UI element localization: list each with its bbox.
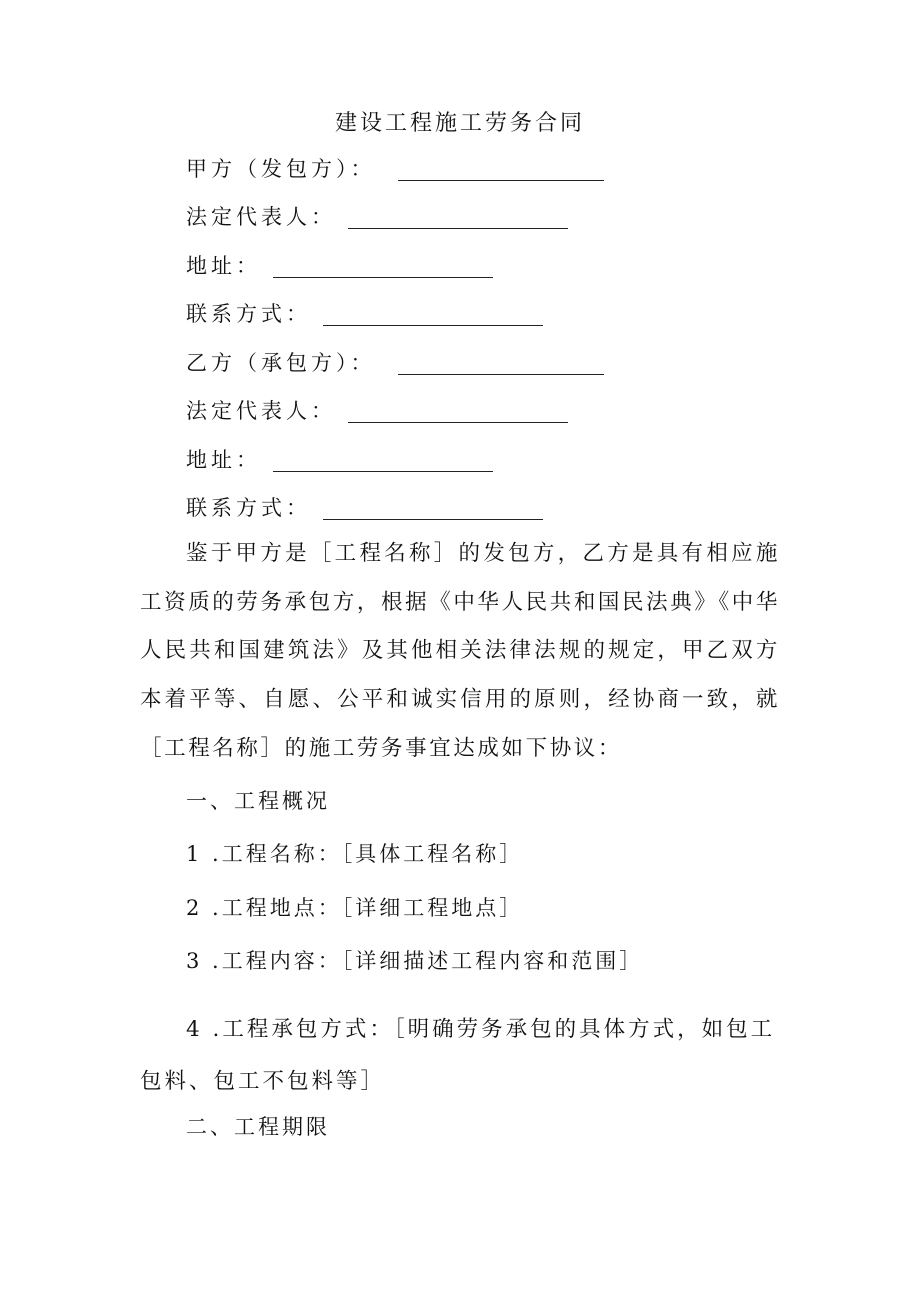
- party-b-rep-label: 法定代表人：: [186, 399, 336, 423]
- party-b-address-label: 地址：: [186, 448, 261, 472]
- party-b-blank: [398, 352, 604, 375]
- party-a-rep-label: 法定代表人：: [186, 205, 336, 229]
- party-a-address-blank: [273, 255, 493, 278]
- party-b-field: [186, 347, 604, 377]
- party-a-contact-label: 联系方式：: [186, 302, 311, 326]
- party-a-rep-field: [186, 201, 568, 231]
- preamble-paragraph: 鉴于甲方是［工程名称］的发包方，乙方是具有相应施工资质的劳务承包方，根据《中华人民共和国民法典》《中华人民共和国建筑法》及其他相关法律法规的规定，甲乙双方本着平等、自愿、公平和诚实信用的原则，经协商一致，就［工程名称］的施工劳务事宜达成如下协议：: [140, 541, 780, 761]
- item-project-name: 1 .工程名称：［具体工程名称］: [186, 842, 524, 866]
- party-b-contact-label: 联系方式：: [186, 496, 311, 520]
- document-title: 建设工程施工劳务合同: [334, 111, 585, 136]
- party-b-contact-blank: [323, 497, 543, 520]
- item-project-location: 2 .工程地点：［详细工程地点］: [186, 896, 524, 920]
- party-a-address-field: [186, 250, 493, 280]
- party-b-rep-blank: [348, 400, 568, 423]
- section-1-heading: 一、工程概况: [186, 789, 330, 813]
- party-b-label: 乙方（承包方）：: [186, 351, 376, 375]
- party-a-blank: [398, 158, 604, 181]
- party-b-address-blank: [273, 449, 493, 472]
- party-a-label: 甲方（发包方）：: [186, 157, 376, 181]
- section-2-heading: 二、工程期限: [186, 1115, 330, 1139]
- party-a-rep-blank: [348, 206, 568, 229]
- party-b-rep-field: [186, 395, 568, 425]
- party-a-field: [186, 153, 604, 183]
- item-project-content: 3 .工程内容：［详细描述工程内容和范围］: [186, 949, 644, 973]
- party-a-address-label: 地址：: [186, 254, 261, 278]
- party-b-address-field: [186, 444, 493, 474]
- item-contract-method: 4 .工程承包方式：［明确劳务承包的具体方式，如包工包料、包工不包料等］: [140, 1017, 776, 1094]
- party-b-contact-field: [186, 492, 543, 522]
- party-a-contact-field: [186, 298, 543, 328]
- party-a-contact-blank: [323, 303, 543, 326]
